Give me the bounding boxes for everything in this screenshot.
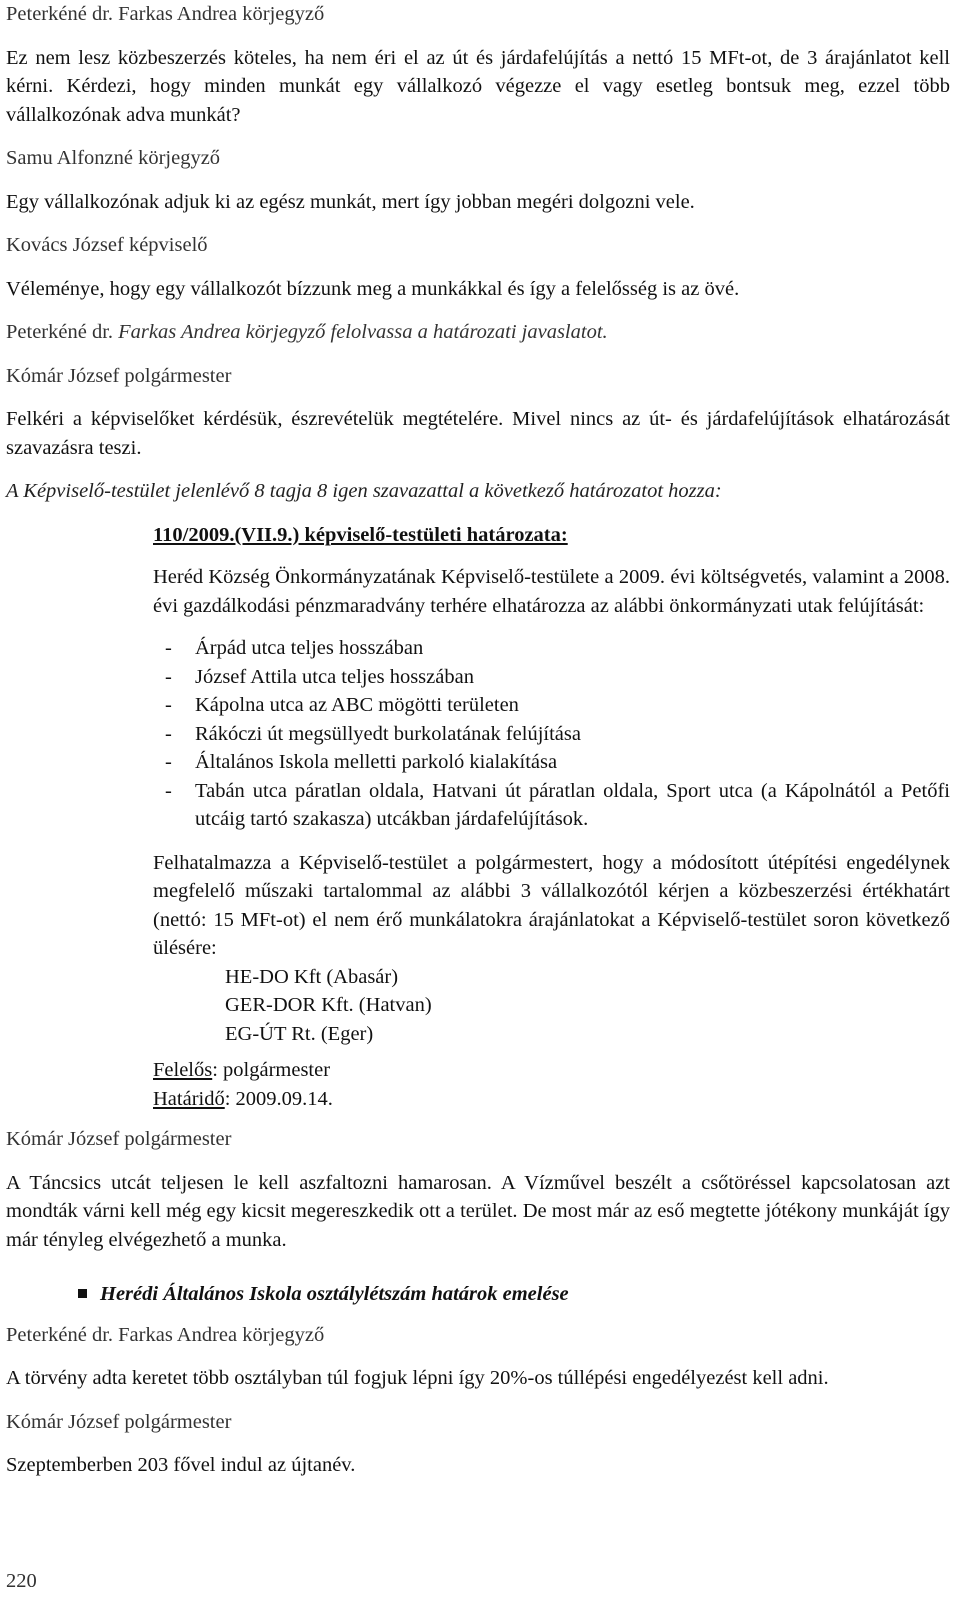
speaker-name: Samu Alfonzné körjegyző [6,147,221,169]
company-item: EG-ÚT Rt. (Eger) [225,1022,374,1045]
deadline-label: Határidő [153,1087,225,1110]
speech-text: Felkéri a képviselőket kérdésük, észrevételük megtételére. Mivel nincs az út- és járdafelújítások elhatározását szavazásra teszi. [6,408,950,459]
list-item: - Kápolna utca az ABC mögötti területen [165,694,519,716]
speaker-name: Peterkéné dr. [6,321,114,343]
speaker-name: Kómár József polgármester [6,1410,232,1433]
road-list [153,634,950,834]
authorization-text: Felhatalmazza a Képviselő-testület a polgármestert, hogy a módosított útépítési engedélynek megfelelő műszaki tartalommal az alábbi 3 vállalkozótól kérjen a közbeszerzési értékhatárt (nettó: 15 MFt-ot) el nem érő munkálatokra árajánlatokat a Képviselő-testület soron következő ülésére: [153,851,950,959]
list-item: - Árpád utca teljes hosszában [165,637,424,659]
list-item: - József Attila utca teljes hosszában [165,665,474,688]
vote-result: A Képviselő-testület jelenlévő 8 tagja 8 igen szavazattal a következő határozatot hozza: [6,480,722,502]
speaker-name: Kómár József polgármester [6,364,232,387]
square-bullet-icon [78,1289,87,1298]
agenda-item-title: Herédi Általános Iskola osztálylétszám határok emelése [78,1280,950,1309]
list-item: - Általános Iskola melletti parkoló kialakítása [165,751,558,773]
speaker-name: Peterkéné dr. Farkas Andrea körjegyző [6,1323,325,1346]
resolution-number: 110/2009.(VII.9.) képviselő-testületi határozata: [153,523,568,546]
deadline-line [153,1085,950,1114]
speech-text: Egy vállalkozónak adjuk ki az egész munkát, mert így jobban megéri dolgozni vele. [6,190,695,213]
reading-action: Farkas Andrea körjegyző felolvassa a határozati javaslatot. [113,321,608,343]
reading-announcement [6,318,950,347]
document-page [6,0,950,1495]
company-list [225,963,950,1049]
speech-text: A törvény adta keretet több osztályban túl fogjuk lépni így 20%-os túllépési engedélyezést kell adni. [6,1367,829,1389]
responsible-line [153,1056,950,1085]
resolution-block [153,521,950,1114]
speech-text: Ez nem lesz közbeszerzés köteles, ha nem éri el az út és járdafelújítás a nettó 15 MFt-ot, de 3 árajánlatot kell kérni. Kérdezi, hogy minden munkát egy vállalkozó végezze el vagy esetleg bontsuk meg, ezzel több vállalkozónak adva munkát? [6,46,950,126]
speaker-name: Kómár József polgármester [6,1128,232,1150]
speaker-name: Peterkéné dr. Farkas Andrea körjegyző [6,3,325,25]
speaker-name: Kovács József képviselő [6,234,208,256]
responsible-value: : polgármester [212,1059,331,1081]
company-item: HE-DO Kft (Abasár) [225,965,399,988]
list-item: - Rákóczi út megsüllyedt burkolatának felújítása [165,722,581,745]
speech-text: Véleménye, hogy egy vállalkozót bízzunk meg a munkákkal és így a felelősség is az övé. [6,277,740,300]
speech-text: Szeptemberben 203 fővel indul az újtanév. [6,1454,356,1476]
company-item: GER-DOR Kft. (Hatvan) [225,994,432,1016]
responsible-label: Felelős [153,1059,213,1081]
list-item: - Tabán utca páratlan oldala, Hatvani út páratlan oldala, Sport utca (a Kápolnától a Petőfi utcáig tartó szakasza) utcákban járdafelújítások. [165,779,950,830]
page-number: 220 [6,1570,37,1592]
speech-text: A Táncsics utcát teljesen le kell aszfaltozni hamarosan. A Vízművel beszélt a csőtöréssel kapcsolatosan azt mondták várni kell még egy kicsit megereszkedik ott a terület. De most már az eső megtette jótékony munkáját így már tényleg elvégezhető a munka. [6,1171,950,1251]
deadline-value: : 2009.09.14. [224,1087,333,1110]
resolution-intro: Heréd Község Önkormányzatának Képviselő-testülete a 2009. évi költségvetés, valamint a 2008. évi gazdálkodási pénzmaradvány terhére elhatározza az alábbi önkormányzati utak felújítását: [153,566,950,617]
